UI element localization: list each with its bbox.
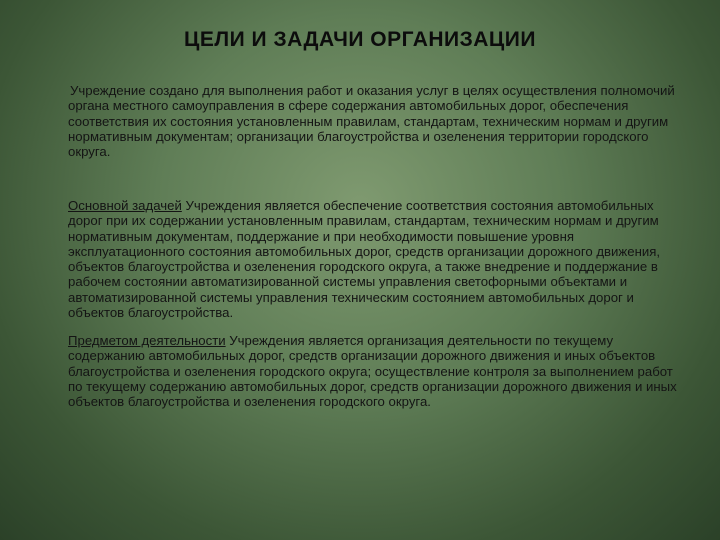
main-task-lead: Основной задачей xyxy=(68,198,182,213)
paragraph-purpose: Учреждение создано для выполнения работ и оказания услуг в целях осуществления полномочий органа местного самоуправления в сфере содержания автомобильных дорог, обеспечения соответствия их состояния установленным правилам, стандартам, техническим нормам и другим нормативным документам; организации благоустройства и озеленения территории городского округа. xyxy=(68,83,675,160)
paragraph-main-task xyxy=(68,198,680,320)
paragraph-subject-of-activity xyxy=(68,333,680,409)
subject-lead: Предметом деятельности xyxy=(68,333,226,348)
main-task-text: Учреждения является обеспечение соответствия состояния автомобильных дорог при их содержании установленным правилам, стандартам, техническим нормам и другим нормативным документам, поддержание и при необходимости повышение уровня эксплуатационного состояния автомобильных дорог, средств организации дорожного движения, объектов благоустройства и озеленения городского округа, а также внедрение и поддержание в рабочем состоянии автоматизированной системы управления светофорными объектами и автоматизированной системы управления техническим состоянием автомобильных дорог и объектов благоустройства. xyxy=(68,198,661,321)
slide-title: ЦЕЛИ И ЗАДАЧИ ОРГАНИЗАЦИИ xyxy=(184,28,536,51)
subject-text: Учреждения является организация деятельности по текущему содержанию автомобильных дорог, средств организации дорожного движения и иных объектов благоустройства и озеленения городского округа; осуществление контроля за выполнением работ по текущему содержанию автомобильных дорог, средств организации дорожного движения и иных объектов благоустройства и озеленения городского округа. xyxy=(68,333,677,410)
